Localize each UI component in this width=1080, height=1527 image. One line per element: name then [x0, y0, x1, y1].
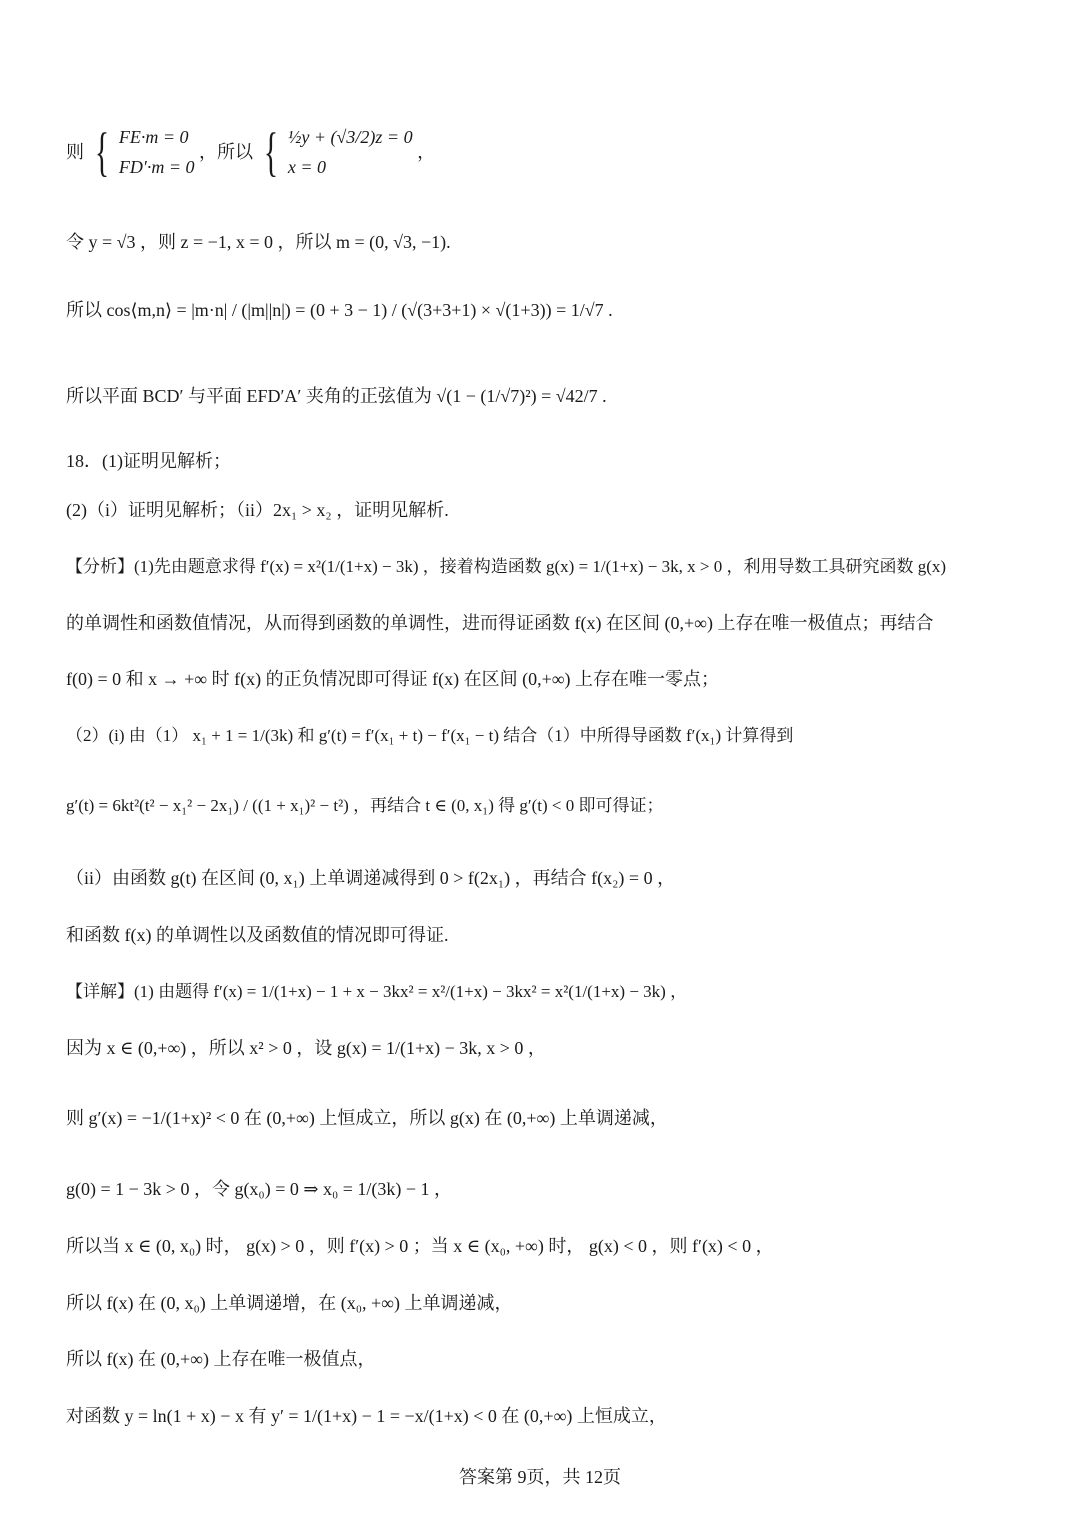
- eq-yz: ½y + (√3/2)z = 0: [287, 127, 413, 147]
- left-brace: {: [94, 122, 109, 182]
- line-15: 因为 x ∈ (0,+∞) ，所以 x² > 0 ，设 g(x) = 1/(1+x) − 3k, x > 0 ，: [66, 1038, 546, 1058]
- line-2: 令 y = √3 ，则 z = −1, x = 0 ，所以 m = (0, √3, −1).: [66, 232, 451, 252]
- eq-fd-m: FD′·m = 0: [118, 157, 195, 177]
- line-21: 对函数 y = ln(1 + x) − x 有 y′ = 1/(1+x) − 1 = −x/(1+x) < 0 在 (0,+∞) 上恒成立，: [66, 1406, 667, 1426]
- line-19: 所以 f(x) 在 (0, x₀) 上单调递增，在 (x₀, +∞) 上单调递减，: [66, 1293, 513, 1313]
- system-1: [119, 122, 195, 182]
- equation-system-line: 则 { FE·m = 0 FD′·m = 0 ，所以 { ½y + (√3/2)z = 0 x = 0 ，: [66, 122, 436, 182]
- line-6: (2)（i）证明见解析；（ii）2x₁ > x₂ ，证明见解析.: [66, 500, 449, 520]
- line-11: g′(t) = 6kt²(t² − x₁² − 2x₁) / ((1 + x₁)² − t²) ，再结合 t ∈ (0, x₁) 得 g′(t) < 0 即可得证；: [66, 796, 664, 815]
- line-7: 【分析】(1)先由题意求得 f′(x) = x²(1/(1+x) − 3k) ，接着构造函数 g(x) = 1/(1+x) − 3k, x > 0 ，利用导数工具研究函数 g(x): [66, 557, 947, 576]
- eq-x0: x = 0: [287, 157, 327, 177]
- line-17: g(0) = 1 − 3k > 0 ，令 g(x₀) = 0 ⇒ x₀ = 1/(3k) − 1 ，: [66, 1179, 453, 1199]
- line-9: f(0) = 0 和 x → +∞ 时 f(x) 的正负情况即可得证 f(x) 在区间 (0,+∞) 上存在唯一零点；: [66, 669, 720, 689]
- line-5: 18．(1)证明见解析；: [66, 451, 231, 471]
- line-4: 所以平面 BCD′ 与平面 EFD′A′ 夹角的正弦值为 √(1 − (1/√7)²) = √42/7 .: [66, 386, 607, 406]
- line-18: 所以当 x ∈ (0, x₀) 时， g(x) > 0 ，则 f′(x) > 0 ；当 x ∈ (x₀, +∞) 时， g(x) < 0 ，则 f′(x) < 0 ，: [66, 1236, 774, 1256]
- line-10: （2）(i) 由（1） x₁ + 1 = 1/(3k) 和 g′(t) = f′(x₁ + t) − f′(x₁ − t) 结合（1）中所得导函数 f′(x₁) 计算得到: [66, 726, 794, 745]
- line-14: 【详解】(1) 由题得 f′(x) = 1/(1+x) − 1 + x − 3kx² = x²/(1+x) − 3kx² = x²(1/(1+x) − 3k) ，: [66, 982, 688, 1001]
- line-12: （ii）由函数 g(t) 在区间 (0, x₁) 上单调递减得到 0 > f(2x₁) ，再结合 f(x₂) = 0 ，: [66, 868, 676, 888]
- line-20: 所以 f(x) 在 (0,+∞) 上存在唯一极值点，: [66, 1349, 376, 1369]
- text-ze: 则: [66, 142, 84, 162]
- eq-fe-m: FE·m = 0: [118, 127, 189, 147]
- line-13: 和函数 f(x) 的单调性以及函数值的情况即可得证.: [66, 925, 449, 945]
- line-8: 的单调性和函数值情况，从而得到函数的单调性，进而得证函数 f(x) 在区间 (0,+∞) 上存在唯一极值点；再结合: [66, 613, 934, 633]
- line-16: 则 g′(x) = −1/(1+x)² < 0 在 (0,+∞) 上恒成立，所以 g(x) 在 (0,+∞) 上单调递减，: [66, 1108, 668, 1128]
- system-2: [288, 122, 413, 182]
- text-suoyi: ，所以: [199, 142, 253, 162]
- page-footer: 答案第 9页，共 12页: [459, 1467, 621, 1487]
- line-3: 所以 cos⟨m,n⟩ = |m·n| / (|m||n|) = (0 + 3 − 1) / (√(3+3+1) × √(1+3)) = 1/√7 .: [66, 300, 613, 320]
- left-brace-2: {: [263, 122, 278, 182]
